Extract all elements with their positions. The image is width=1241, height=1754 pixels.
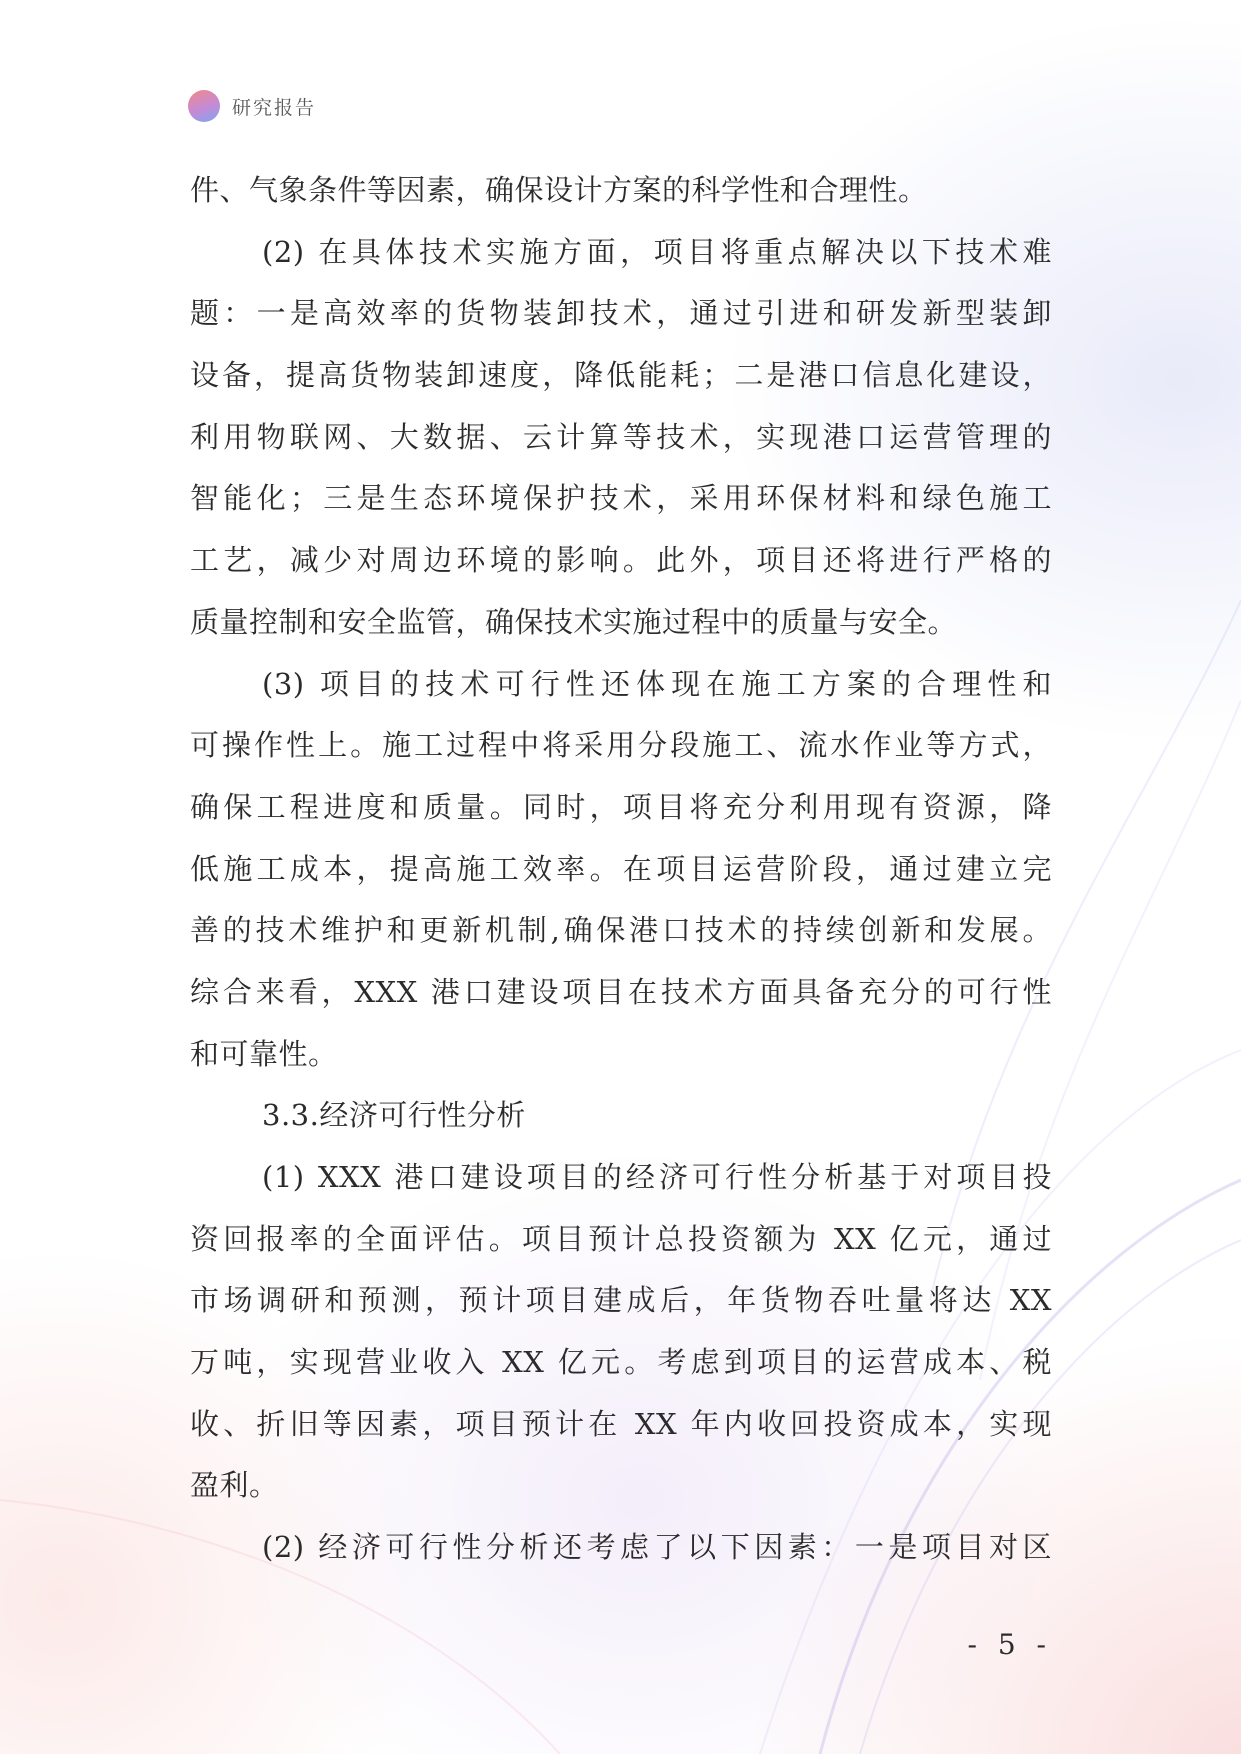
text-line: (3) 项目的技术可行性还体现在施工方案的合理性和: [262, 666, 1052, 701]
text-line: 资回报率的全面评估。项目预计总投资额为 XX 亿元，通过: [190, 1221, 1052, 1256]
text-line: 质量控制和安全监管，确保技术实施过程中的质量与安全。: [190, 604, 958, 639]
report-logo-icon: [188, 90, 220, 122]
body-text: [190, 160, 1052, 1579]
text-line: 综合来看，XXX 港口建设项目在技术方面具备充分的可行性: [190, 974, 1052, 1009]
text-line: (2) 经济可行性分析还考虑了以下因素：一是项目对区: [262, 1530, 1052, 1565]
text-line: (2) 在具体技术实施方面，项目将重点解决以下技术难: [262, 234, 1052, 269]
text-line: 件、气象条件等因素，确保设计方案的科学性和合理性。: [190, 173, 928, 207]
page-number: - 5 -: [967, 1628, 1052, 1661]
text-line: 低施工成本，提高施工效率。在项目运营阶段，通过建立完: [190, 851, 1052, 886]
text-line: 可操作性上。施工过程中将采用分段施工、流水作业等方式，: [190, 728, 1052, 763]
text-line: 确保工程进度和质量。同时，项目将充分利用现有资源，降: [190, 789, 1052, 824]
text-line: 工艺，减少对周边环境的影响。此外，项目还将进行严格的: [190, 543, 1052, 578]
text-line: 3.3.经济可行性分析: [262, 1098, 526, 1133]
text-line: 盈利。: [190, 1468, 279, 1503]
report-header: [188, 90, 316, 122]
text-line: 利用物联网、大数据、云计算等技术，实现港口运营管理的: [190, 419, 1052, 454]
text-line: 题：一是高效率的货物装卸技术，通过引进和研发新型装卸: [190, 296, 1052, 331]
text-line: (1) XXX 港口建设项目的经济可行性分析基于对项目投: [262, 1160, 1052, 1194]
text-line: 设备，提高货物装卸速度，降低能耗；二是港口信息化建设，: [190, 358, 1052, 393]
text-line: 和可靠性。: [190, 1036, 338, 1071]
text-line: 市场调研和预测，预计项目建成后，年货物吞吐量将达 XX: [190, 1283, 1052, 1318]
text-line: 智能化；三是生态环境保护技术，采用环保材料和绿色施工: [190, 481, 1052, 516]
text-line: 收、折旧等因素，项目预计在 XX 年内收回投资成本，实现: [190, 1406, 1052, 1441]
text-line: 万吨，实现营业收入 XX 亿元。考虑到项目的运营成本、税: [190, 1345, 1052, 1380]
header-title: 研究报告: [232, 96, 317, 119]
text-line: 善的技术维护和更新机制,确保港口技术的持续创新和发展。: [190, 913, 1052, 948]
